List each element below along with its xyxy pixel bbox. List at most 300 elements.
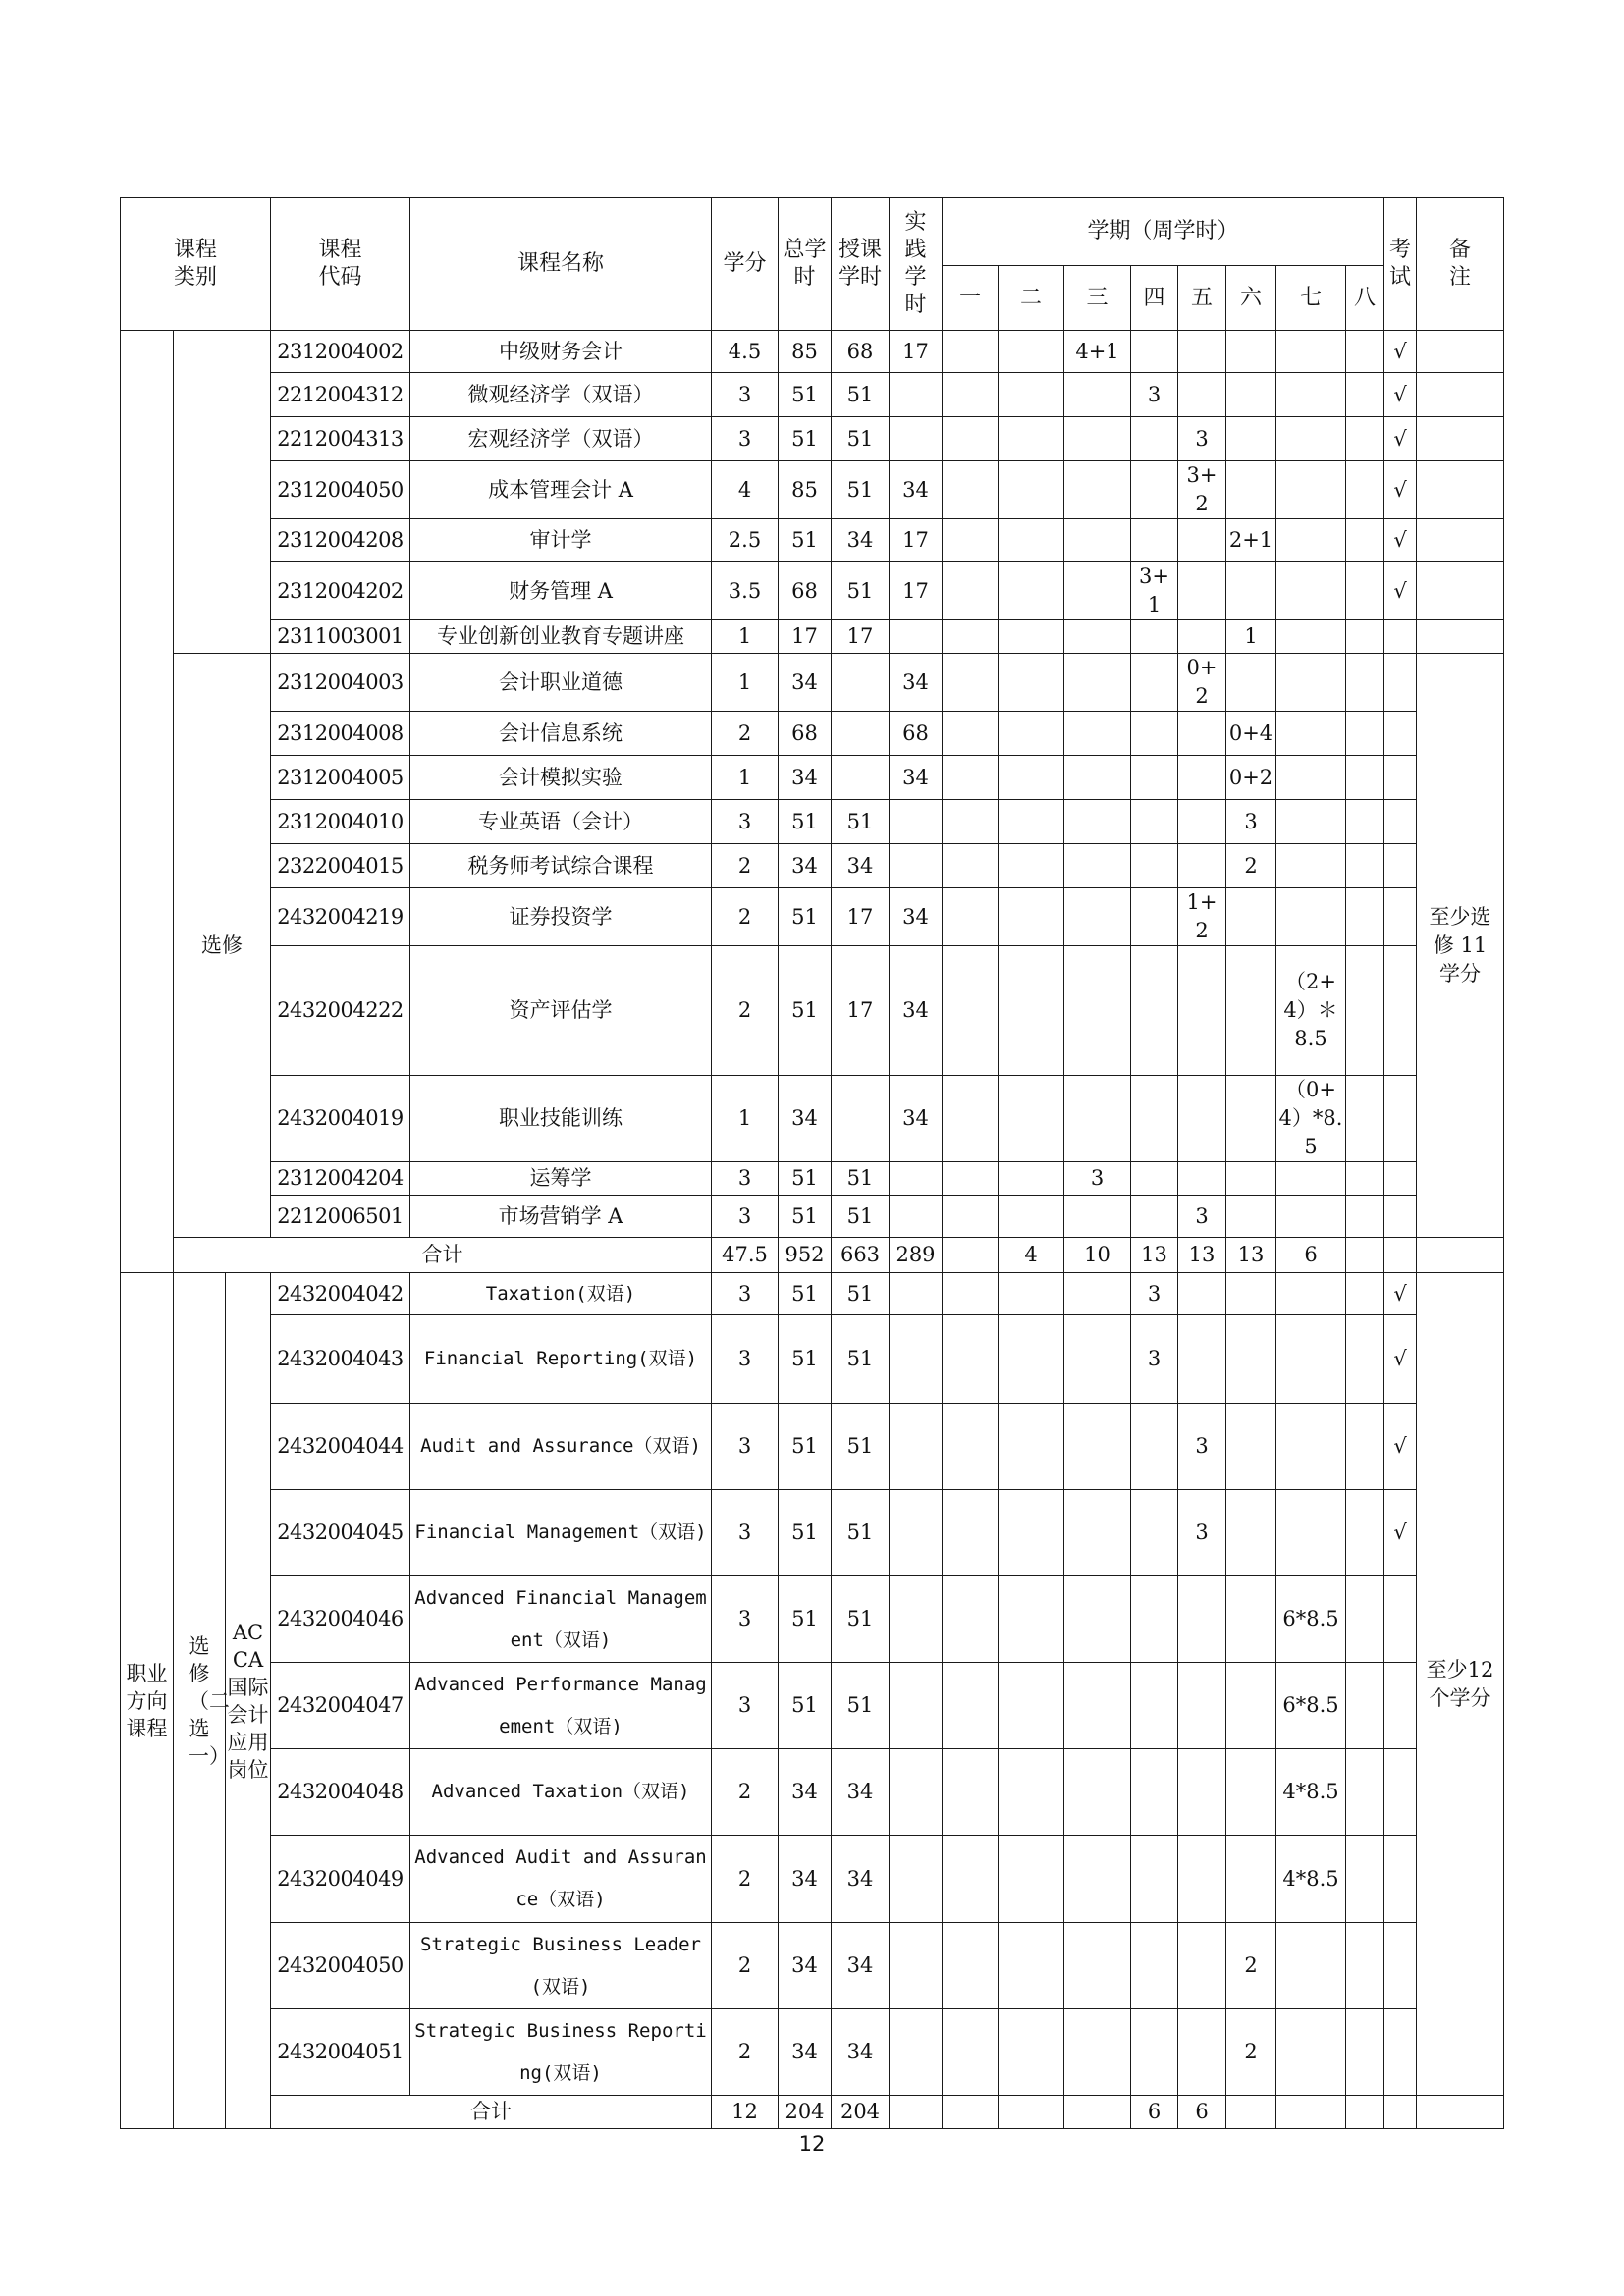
- course-credit: 2: [712, 2009, 779, 2096]
- course-credit: 2: [712, 1749, 779, 1836]
- course-total-hours: 85: [779, 461, 832, 519]
- semester-3-hours: [1064, 1404, 1131, 1490]
- course-row: [121, 519, 1504, 562]
- course-total-hours: 51: [779, 1196, 832, 1238]
- course-credit: 2: [712, 1836, 779, 1923]
- course-practice-hours: [890, 1404, 943, 1490]
- course-total-hours: 34: [779, 1923, 832, 2009]
- semester-3-hours: [1064, 373, 1131, 417]
- semester-2-hours: [999, 1576, 1064, 1663]
- course-name: Strategic Business Reporting(双语): [410, 2009, 712, 2096]
- course-lecture-hours: 34: [832, 1836, 890, 1923]
- semester-8-hours: [1346, 1273, 1384, 1315]
- exam-mark: √: [1384, 519, 1417, 562]
- career-track-cell-text: ACCA国际会计应用岗位: [227, 1620, 269, 1782]
- semester-3-hours: [1064, 888, 1131, 946]
- semester-1-hours: [943, 1836, 999, 1923]
- course-code: 2432004043: [271, 1315, 410, 1404]
- course-name: 专业英语（会计）: [410, 800, 712, 844]
- semester-6-hours: [1226, 417, 1276, 461]
- semester-6-hours: 0+2: [1226, 756, 1276, 800]
- course-credit: 3: [712, 1490, 779, 1576]
- semester-4-hours: [1131, 461, 1178, 519]
- semester-8-hours: [1346, 1576, 1384, 1663]
- semester-5-hours: 0+2: [1178, 654, 1226, 712]
- course-lecture-hours: 68: [832, 331, 890, 373]
- course-lecture-hours: 51: [832, 1576, 890, 1663]
- total-credit: 12: [712, 2096, 779, 2129]
- semester-2-hours: [999, 1836, 1064, 1923]
- semester-8-hours: [1346, 756, 1384, 800]
- semester-2-hours: [999, 844, 1064, 888]
- course-row: [121, 562, 1504, 620]
- semester-7-hours: [1276, 712, 1346, 756]
- course-credit: 3: [712, 1315, 779, 1404]
- semester-7-hours: [1276, 800, 1346, 844]
- note-cell: [1417, 620, 1504, 654]
- course-row: [121, 461, 1504, 519]
- semester-2-hours: [999, 2009, 1064, 2096]
- course-code: 2432004045: [271, 1490, 410, 1576]
- course-credit: 3: [712, 1663, 779, 1749]
- course-code: 2432004222: [271, 946, 410, 1076]
- semester-7-hours: [1276, 562, 1346, 620]
- course-code: 2432004048: [271, 1749, 410, 1836]
- course-row: [121, 1749, 1504, 1836]
- header-semester-1: 一: [943, 266, 999, 331]
- course-name: 成本管理会计 A: [410, 461, 712, 519]
- semester-6-hours: [1226, 888, 1276, 946]
- semester-5-hours: [1178, 562, 1226, 620]
- course-code: 2312004202: [271, 562, 410, 620]
- semester-6-hours: [1226, 654, 1276, 712]
- course-row: [121, 1162, 1504, 1196]
- semester-6-hours: [1226, 1576, 1276, 1663]
- semester-1-hours: [943, 519, 999, 562]
- semester-5-hours: [1178, 946, 1226, 1076]
- course-code: 2212004313: [271, 417, 410, 461]
- course-total-hours: 85: [779, 331, 832, 373]
- header-semester-8: 八: [1346, 266, 1384, 331]
- total-hours: 952: [779, 1238, 832, 1273]
- semester-7-hours: [1276, 620, 1346, 654]
- course-code: 2312004204: [271, 1162, 410, 1196]
- course-credit: 1: [712, 1076, 779, 1162]
- semester-3-hours: [1064, 562, 1131, 620]
- semester-3-hours: 4+1: [1064, 331, 1131, 373]
- header-credit: 学分: [712, 198, 779, 331]
- course-row: [121, 1196, 1504, 1238]
- exam-mark: √: [1384, 417, 1417, 461]
- header-row: [121, 198, 1504, 266]
- note-cell: [1417, 331, 1504, 373]
- semester-3-hours: [1064, 1490, 1131, 1576]
- course-code: 2432004049: [271, 1836, 410, 1923]
- semester-1-hours: [943, 1404, 999, 1490]
- course-name: 会计信息系统: [410, 712, 712, 756]
- course-name: 专业创新创业教育专题讲座: [410, 620, 712, 654]
- elective-subcategory-cell: [174, 654, 271, 1238]
- course-practice-hours: [890, 1749, 943, 1836]
- semester-4-hours: [1131, 888, 1178, 946]
- semester-4-hours: [1131, 519, 1178, 562]
- course-total-hours: 51: [779, 1490, 832, 1576]
- semester-5-hours: [1178, 756, 1226, 800]
- curriculum-table: [120, 197, 1504, 2129]
- exam-mark: [1384, 1663, 1417, 1749]
- course-practice-hours: 34: [890, 461, 943, 519]
- course-code: 2432004044: [271, 1404, 410, 1490]
- career-subcategory-cell: [174, 1273, 230, 2129]
- semester-4-hours: [1131, 417, 1178, 461]
- semester-1-hours: [943, 562, 999, 620]
- semester-6-hours: 0+4: [1226, 712, 1276, 756]
- course-practice-hours: [890, 373, 943, 417]
- course-row: [121, 2009, 1504, 2096]
- course-credit: 3: [712, 373, 779, 417]
- course-name: 会计职业道德: [410, 654, 712, 712]
- course-code: 2432004219: [271, 888, 410, 946]
- semester-8-hours: [1346, 1490, 1384, 1576]
- exam-mark: √: [1384, 331, 1417, 373]
- course-name: Advanced Performance Management（双语): [410, 1663, 712, 1749]
- course-total-hours: 51: [779, 373, 832, 417]
- section1-total-row: [121, 1238, 1504, 1273]
- course-credit: 3: [712, 417, 779, 461]
- semester-1-hours: [943, 1923, 999, 2009]
- course-name: 宏观经济学（双语）: [410, 417, 712, 461]
- course-total-hours: 51: [779, 1273, 832, 1315]
- header-semester-4: 四: [1131, 266, 1178, 331]
- semester-6-hours: [1226, 461, 1276, 519]
- semester-7-hours: [1276, 519, 1346, 562]
- semester-2-hours: [999, 562, 1064, 620]
- course-lecture-hours: 34: [832, 2009, 890, 2096]
- semester-8-hours: [1346, 1663, 1384, 1749]
- course-lecture-hours: 34: [832, 844, 890, 888]
- course-code: 2432004047: [271, 1663, 410, 1749]
- exam-mark: √: [1384, 562, 1417, 620]
- course-practice-hours: [890, 1162, 943, 1196]
- course-lecture-hours: 51: [832, 1162, 890, 1196]
- exam-mark: √: [1384, 373, 1417, 417]
- semester-4-hours: [1131, 1162, 1178, 1196]
- course-credit: 1: [712, 620, 779, 654]
- semester-6-hours: [1226, 1196, 1276, 1238]
- course-practice-hours: [890, 1576, 943, 1663]
- total-note: [1417, 2096, 1504, 2129]
- elective-note: [1417, 654, 1504, 1238]
- semester-2-hours: [999, 756, 1064, 800]
- exam-mark: [1384, 946, 1417, 1076]
- header-practice-hours: 实践学时: [890, 198, 943, 331]
- course-row: [121, 800, 1504, 844]
- exam-mark: [1384, 888, 1417, 946]
- semester-2-hours: [999, 1663, 1064, 1749]
- semester-4-hours: [1131, 1749, 1178, 1836]
- course-total-hours: 17: [779, 620, 832, 654]
- total-exam: [1384, 1238, 1417, 1273]
- course-total-hours: 34: [779, 654, 832, 712]
- course-name: 审计学: [410, 519, 712, 562]
- semester-7-hours: [1276, 888, 1346, 946]
- semester-6-hours: 2: [1226, 1923, 1276, 2009]
- course-total-hours: 51: [779, 1162, 832, 1196]
- course-credit: 4.5: [712, 331, 779, 373]
- course-total-hours: 34: [779, 1836, 832, 1923]
- semester-7-hours: [1276, 373, 1346, 417]
- semester-1-hours: [943, 844, 999, 888]
- semester-7-hours: [1276, 2009, 1346, 2096]
- semester-8-hours: [1346, 1923, 1384, 2009]
- course-row: [121, 1663, 1504, 1749]
- total-semester-6: [1226, 2096, 1276, 2129]
- course-practice-hours: [890, 1663, 943, 1749]
- course-total-hours: 51: [779, 946, 832, 1076]
- exam-mark: [1384, 1076, 1417, 1162]
- semester-4-hours: 3: [1131, 373, 1178, 417]
- course-name: 市场营销学 A: [410, 1196, 712, 1238]
- semester-5-hours: 3: [1178, 1404, 1226, 1490]
- semester-2-hours: [999, 1076, 1064, 1162]
- course-practice-hours: 17: [890, 562, 943, 620]
- semester-4-hours: [1131, 946, 1178, 1076]
- course-code: 2311003001: [271, 620, 410, 654]
- career-category-cell: [121, 1273, 174, 2129]
- semester-8-hours: [1346, 417, 1384, 461]
- course-credit: 2.5: [712, 519, 779, 562]
- semester-7-hours: [1276, 756, 1346, 800]
- semester-1-hours: [943, 1162, 999, 1196]
- course-lecture-hours: 34: [832, 1923, 890, 2009]
- total-semester-3: [1064, 2096, 1131, 2129]
- total-semester-7: [1276, 2096, 1346, 2129]
- exam-mark: [1384, 712, 1417, 756]
- course-row: [121, 331, 1504, 373]
- course-credit: 3: [712, 1273, 779, 1315]
- exam-mark: [1384, 756, 1417, 800]
- semester-2-hours: [999, 461, 1064, 519]
- semester-2-hours: [999, 620, 1064, 654]
- semester-2-hours: [999, 1273, 1064, 1315]
- semester-1-hours: [943, 1749, 999, 1836]
- semester-8-hours: [1346, 1076, 1384, 1162]
- course-row: [121, 844, 1504, 888]
- semester-3-hours: [1064, 1923, 1131, 2009]
- semester-3-hours: [1064, 756, 1131, 800]
- semester-4-hours: [1131, 1196, 1178, 1238]
- course-total-hours: 51: [779, 1663, 832, 1749]
- semester-4-hours: 3+1: [1131, 562, 1178, 620]
- semester-5-hours: [1178, 1315, 1226, 1404]
- semester-2-hours: [999, 712, 1064, 756]
- semester-5-hours: [1178, 1749, 1226, 1836]
- semester-1-hours: [943, 712, 999, 756]
- course-name: Advanced Audit and Assurance（双语): [410, 1836, 712, 1923]
- course-total-hours: 51: [779, 1315, 832, 1404]
- semester-6-hours: [1226, 1273, 1276, 1315]
- semester-3-hours: [1064, 1315, 1131, 1404]
- semester-7-hours: [1276, 1162, 1346, 1196]
- course-practice-hours: [890, 800, 943, 844]
- semester-8-hours: [1346, 800, 1384, 844]
- course-name: Audit and Assurance（双语): [410, 1404, 712, 1490]
- course-practice-hours: [890, 1490, 943, 1576]
- course-practice-hours: 34: [890, 888, 943, 946]
- course-name: 证券投资学: [410, 888, 712, 946]
- semester-3-hours: [1064, 800, 1131, 844]
- semester-5-hours: [1178, 1162, 1226, 1196]
- exam-mark: [1384, 1749, 1417, 1836]
- semester-8-hours: [1346, 946, 1384, 1076]
- course-lecture-hours: 51: [832, 373, 890, 417]
- career-subcategory-cell-text: 选修（二选一）: [188, 1633, 230, 1768]
- course-practice-hours: [890, 1836, 943, 1923]
- course-name: 资产评估学: [410, 946, 712, 1076]
- course-credit: 2: [712, 712, 779, 756]
- course-practice-hours: [890, 1273, 943, 1315]
- semester-1-hours: [943, 1490, 999, 1576]
- semester-6-hours: 2: [1226, 844, 1276, 888]
- course-practice-hours: [890, 844, 943, 888]
- note-cell: [1417, 373, 1504, 417]
- semester-3-hours: [1064, 1749, 1131, 1836]
- course-row: [121, 888, 1504, 946]
- header-notes: 备注: [1417, 198, 1504, 331]
- semester-6-hours: [1226, 946, 1276, 1076]
- semester-5-hours: [1178, 800, 1226, 844]
- semester-8-hours: [1346, 519, 1384, 562]
- semester-4-hours: [1131, 800, 1178, 844]
- semester-7-hours: 4*8.5: [1276, 1749, 1346, 1836]
- semester-6-hours: 3: [1226, 800, 1276, 844]
- course-name: Advanced Financial Management（双语): [410, 1576, 712, 1663]
- course-name: 微观经济学（双语）: [410, 373, 712, 417]
- course-row: [121, 1836, 1504, 1923]
- semester-3-hours: [1064, 461, 1131, 519]
- course-total-hours: 51: [779, 800, 832, 844]
- semester-6-hours: [1226, 1663, 1276, 1749]
- semester-7-hours: [1276, 417, 1346, 461]
- semester-3-hours: [1064, 1836, 1131, 1923]
- course-practice-hours: 17: [890, 331, 943, 373]
- course-lecture-hours: 17: [832, 888, 890, 946]
- semester-2-hours: [999, 331, 1064, 373]
- semester-5-hours: [1178, 373, 1226, 417]
- semester-5-hours: 1+2: [1178, 888, 1226, 946]
- semester-3-hours: [1064, 654, 1131, 712]
- course-lecture-hours: 51: [832, 800, 890, 844]
- course-lecture-hours: [832, 756, 890, 800]
- semester-4-hours: [1131, 1923, 1178, 2009]
- course-practice-hours: [890, 1315, 943, 1404]
- semester-6-hours: 2: [1226, 2009, 1276, 2096]
- header-name: 课程名称: [410, 198, 712, 331]
- semester-3-hours: [1064, 417, 1131, 461]
- semester-1-hours: [943, 1273, 999, 1315]
- semester-8-hours: [1346, 562, 1384, 620]
- semester-5-hours: [1178, 1076, 1226, 1162]
- course-credit: 3: [712, 1196, 779, 1238]
- course-lecture-hours: [832, 654, 890, 712]
- course-code: 2212004312: [271, 373, 410, 417]
- course-credit: 3: [712, 1404, 779, 1490]
- semester-5-hours: 3: [1178, 1490, 1226, 1576]
- semester-6-hours: [1226, 1490, 1276, 1576]
- exam-mark: [1384, 1196, 1417, 1238]
- exam-mark: √: [1384, 1404, 1417, 1490]
- semester-7-hours: [1276, 1273, 1346, 1315]
- total-exam: [1384, 2096, 1417, 2129]
- course-credit: 3: [712, 1576, 779, 1663]
- course-credit: 3.5: [712, 562, 779, 620]
- course-row: [121, 946, 1504, 1076]
- semester-5-hours: 3: [1178, 417, 1226, 461]
- semester-2-hours: [999, 519, 1064, 562]
- course-name: 运筹学: [410, 1162, 712, 1196]
- semester-6-hours: 1: [1226, 620, 1276, 654]
- semester-5-hours: [1178, 1273, 1226, 1315]
- note-cell: [1417, 562, 1504, 620]
- elective-note-text: 至少选修 11 学分: [1429, 904, 1491, 986]
- semester-4-hours: [1131, 2009, 1178, 2096]
- total-label: 合计: [174, 1238, 712, 1273]
- header-semester-2: 二: [999, 266, 1064, 331]
- course-row: [121, 654, 1504, 712]
- semester-1-hours: [943, 946, 999, 1076]
- semester-3-hours: [1064, 519, 1131, 562]
- elective-subcategory-cell-text: 选修: [201, 934, 243, 957]
- semester-1-hours: [943, 373, 999, 417]
- course-name: 会计模拟实验: [410, 756, 712, 800]
- course-practice-hours: 34: [890, 946, 943, 1076]
- total-note: [1417, 1238, 1504, 1273]
- semester-1-hours: [943, 1576, 999, 1663]
- semester-8-hours: [1346, 2009, 1384, 2096]
- semester-8-hours: [1346, 1404, 1384, 1490]
- semester-6-hours: [1226, 1162, 1276, 1196]
- semester-3-hours: [1064, 1273, 1131, 1315]
- semester-3-hours: 3: [1064, 1162, 1131, 1196]
- course-lecture-hours: 51: [832, 1404, 890, 1490]
- exam-mark: [1384, 2009, 1417, 2096]
- course-practice-hours: [890, 1196, 943, 1238]
- semester-2-hours: [999, 373, 1064, 417]
- semester-3-hours: [1064, 1576, 1131, 1663]
- course-row: [121, 373, 1504, 417]
- course-practice-hours: [890, 2009, 943, 2096]
- course-credit: 2: [712, 946, 779, 1076]
- semester-8-hours: [1346, 654, 1384, 712]
- semester-8-hours: [1346, 888, 1384, 946]
- exam-mark: [1384, 800, 1417, 844]
- semester-7-hours: 4*8.5: [1276, 1836, 1346, 1923]
- semester-6-hours: [1226, 331, 1276, 373]
- semester-6-hours: 2+1: [1226, 519, 1276, 562]
- total-semester-2: [999, 2096, 1064, 2129]
- semester-3-hours: [1064, 2009, 1131, 2096]
- course-code: 2312004002: [271, 331, 410, 373]
- career-note-text: 至少12个学分: [1426, 1657, 1494, 1710]
- course-practice-hours: 34: [890, 1076, 943, 1162]
- course-total-hours: 51: [779, 1576, 832, 1663]
- course-practice-hours: 34: [890, 654, 943, 712]
- semester-1-hours: [943, 461, 999, 519]
- header-exam: 考试: [1384, 198, 1417, 331]
- course-code: 2312004010: [271, 800, 410, 844]
- course-code: 2432004050: [271, 1923, 410, 2009]
- semester-4-hours: 3: [1131, 1315, 1178, 1404]
